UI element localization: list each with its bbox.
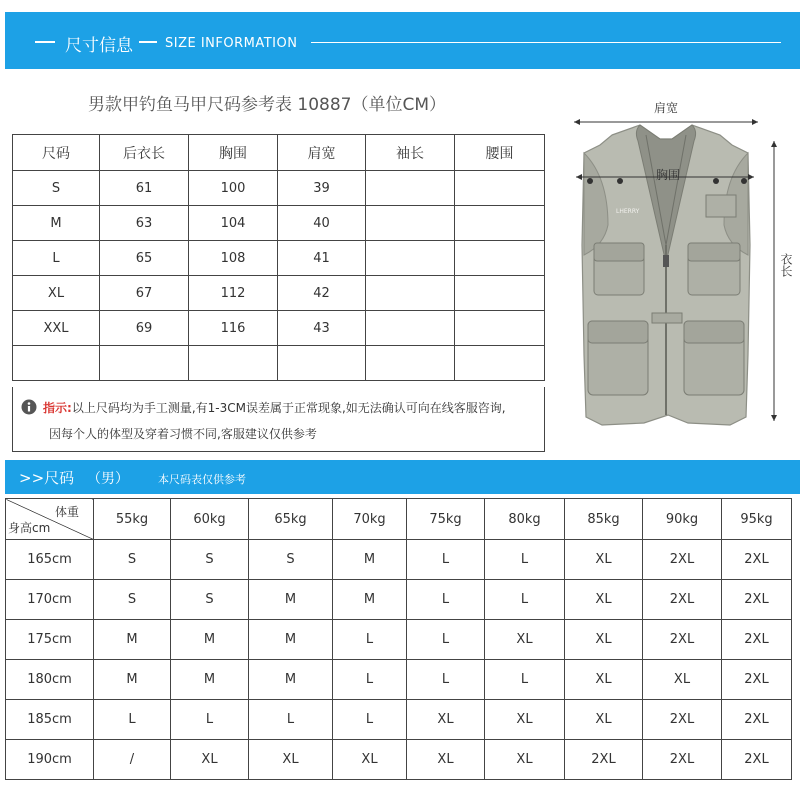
height-cell: 165cm bbox=[6, 540, 94, 580]
fit-size-cell: XL bbox=[565, 580, 643, 620]
info-icon bbox=[21, 399, 37, 415]
size-cell: 40 bbox=[278, 206, 366, 241]
vest-brand-label: LHERRY bbox=[616, 208, 640, 215]
fit-size-cell: 2XL bbox=[722, 700, 792, 740]
fit-row bbox=[6, 740, 792, 780]
size-cell: XL bbox=[13, 276, 100, 311]
fit-size-cell: XL bbox=[565, 540, 643, 580]
size-cell bbox=[366, 171, 455, 206]
banner-title-en: SIZE INFORMATION bbox=[165, 36, 298, 51]
fit-size-cell: 2XL bbox=[722, 540, 792, 580]
weight-header-cell: 85kg bbox=[565, 499, 643, 540]
fit-size-cell: XL bbox=[171, 740, 249, 780]
fit-size-cell: M bbox=[171, 620, 249, 660]
size-cell bbox=[189, 346, 278, 381]
weight-header-cell: 95kg bbox=[722, 499, 792, 540]
weight-header-cell: 65kg bbox=[249, 499, 333, 540]
shoulder-width-label: 肩宽 bbox=[653, 101, 679, 115]
fit-size-cell: L bbox=[485, 580, 565, 620]
fit-size-cell: L bbox=[333, 700, 407, 740]
weight-header-cell: 70kg bbox=[333, 499, 407, 540]
fit-size-cell: M bbox=[333, 580, 407, 620]
note-line-1 bbox=[43, 399, 506, 416]
size-measurement-table bbox=[12, 134, 545, 381]
banner-dash-right bbox=[139, 41, 157, 43]
weight-header-cell: 90kg bbox=[643, 499, 722, 540]
size-cell: 67 bbox=[100, 276, 189, 311]
size-cell bbox=[366, 346, 455, 381]
fit-size-cell: XL bbox=[407, 740, 485, 780]
fit-size-cell: S bbox=[171, 540, 249, 580]
size-cell: S bbox=[13, 171, 100, 206]
size-header-row bbox=[13, 135, 545, 171]
fit-size-cell: 2XL bbox=[643, 620, 722, 660]
size-chart-title: 男款甲钓鱼马甲尺码参考表 10887（单位CM） bbox=[88, 95, 447, 115]
fit-size-cell: XL bbox=[249, 740, 333, 780]
size-cell bbox=[366, 311, 455, 346]
height-cell: 190cm bbox=[6, 740, 94, 780]
size-cell: M bbox=[13, 206, 100, 241]
fit-size-cell: M bbox=[249, 580, 333, 620]
size-header-cell: 后衣长 bbox=[100, 135, 189, 171]
fit-row bbox=[6, 620, 792, 660]
fit-size-cell: L bbox=[407, 620, 485, 660]
fit-banner-subtitle: 本尺码表仅供参考 bbox=[158, 473, 246, 486]
fit-row bbox=[6, 580, 792, 620]
fit-size-cell: L bbox=[249, 700, 333, 740]
size-cell: 116 bbox=[189, 311, 278, 346]
height-cell: 170cm bbox=[6, 580, 94, 620]
fit-size-cell: L bbox=[94, 700, 171, 740]
fit-size-cell: 2XL bbox=[722, 620, 792, 660]
shoulder-width-arrow bbox=[574, 119, 758, 125]
size-cell: 104 bbox=[189, 206, 278, 241]
fit-size-cell: M bbox=[94, 620, 171, 660]
corner-cell bbox=[6, 499, 94, 540]
fit-size-cell: 2XL bbox=[643, 540, 722, 580]
size-row bbox=[13, 206, 545, 241]
fit-size-cell: L bbox=[485, 540, 565, 580]
size-cell bbox=[100, 346, 189, 381]
fit-size-cell: 2XL bbox=[643, 580, 722, 620]
size-header-cell: 袖长 bbox=[366, 135, 455, 171]
fit-row bbox=[6, 660, 792, 700]
size-cell bbox=[455, 311, 545, 346]
size-cell bbox=[455, 346, 545, 381]
fit-row bbox=[6, 540, 792, 580]
size-cell: 100 bbox=[189, 171, 278, 206]
weight-header-cell: 80kg bbox=[485, 499, 565, 540]
fit-size-cell: L bbox=[333, 620, 407, 660]
height-cell: 175cm bbox=[6, 620, 94, 660]
size-cell: 63 bbox=[100, 206, 189, 241]
banner-dash-left bbox=[35, 41, 55, 43]
size-row bbox=[13, 171, 545, 206]
fit-size-cell: L bbox=[407, 580, 485, 620]
banner-rule bbox=[311, 42, 781, 43]
fit-size-cell: / bbox=[94, 740, 171, 780]
fit-size-cell: L bbox=[407, 540, 485, 580]
fit-size-cell: XL bbox=[407, 700, 485, 740]
note-label: 指示: bbox=[43, 401, 72, 415]
fit-size-cell: XL bbox=[333, 740, 407, 780]
fit-size-cell: S bbox=[94, 580, 171, 620]
size-cell: 65 bbox=[100, 241, 189, 276]
fit-size-cell: 2XL bbox=[722, 660, 792, 700]
fit-size-cell: S bbox=[171, 580, 249, 620]
fit-size-cell: 2XL bbox=[722, 740, 792, 780]
size-cell: 112 bbox=[189, 276, 278, 311]
fit-size-cell: XL bbox=[643, 660, 722, 700]
size-cell: 39 bbox=[278, 171, 366, 206]
fit-row bbox=[6, 700, 792, 740]
length-arrow bbox=[771, 141, 777, 421]
fit-size-cell: L bbox=[485, 660, 565, 700]
fit-size-cell: M bbox=[333, 540, 407, 580]
size-cell: 42 bbox=[278, 276, 366, 311]
size-header-cell: 尺码 bbox=[13, 135, 100, 171]
fit-banner-prefix: >>尺码 bbox=[19, 469, 75, 487]
banner-title-zh: 尺寸信息 bbox=[65, 36, 133, 56]
height-cell: 180cm bbox=[6, 660, 94, 700]
fit-size-cell: XL bbox=[565, 700, 643, 740]
note-line-2: 因每个人的体型及穿着习惯不同,客服建议仅供参考 bbox=[49, 427, 317, 441]
fit-size-cell: M bbox=[94, 660, 171, 700]
size-row bbox=[13, 276, 545, 311]
fit-size-cell: S bbox=[94, 540, 171, 580]
fit-size-cell: 2XL bbox=[565, 740, 643, 780]
fit-size-cell: XL bbox=[565, 660, 643, 700]
note-text-1: 以上尺码均为手工测量,有1-3CM误差属于正常现象,如无法确认可向在线客服咨询, bbox=[71, 401, 506, 415]
vest-illustration bbox=[568, 95, 798, 440]
fit-size-cell: 2XL bbox=[722, 580, 792, 620]
size-row bbox=[13, 311, 545, 346]
fit-size-cell: S bbox=[249, 540, 333, 580]
size-cell bbox=[455, 171, 545, 206]
measurement-note bbox=[12, 387, 545, 452]
size-cell bbox=[366, 276, 455, 311]
fit-guide-banner bbox=[5, 460, 800, 494]
weight-header-cell: 75kg bbox=[407, 499, 485, 540]
fit-size-cell: L bbox=[333, 660, 407, 700]
size-cell: 69 bbox=[100, 311, 189, 346]
height-cell: 185cm bbox=[6, 700, 94, 740]
fit-banner-gender: （男） bbox=[87, 471, 129, 487]
size-cell: 43 bbox=[278, 311, 366, 346]
length-label: 衣长 bbox=[779, 253, 793, 277]
fit-size-cell: 2XL bbox=[643, 740, 722, 780]
size-cell bbox=[455, 276, 545, 311]
size-row bbox=[13, 241, 545, 276]
corner-height-label: 身高cm bbox=[8, 521, 51, 535]
fit-size-cell: XL bbox=[485, 740, 565, 780]
fit-size-cell: XL bbox=[485, 700, 565, 740]
size-header-cell: 肩宽 bbox=[278, 135, 366, 171]
weight-header-cell: 55kg bbox=[94, 499, 171, 540]
fit-size-cell: M bbox=[249, 660, 333, 700]
fit-size-cell: L bbox=[171, 700, 249, 740]
weight-header-cell: 60kg bbox=[171, 499, 249, 540]
size-info-banner bbox=[5, 12, 800, 69]
fit-size-cell: 2XL bbox=[643, 700, 722, 740]
fit-size-cell: XL bbox=[485, 620, 565, 660]
fit-size-cell: L bbox=[407, 660, 485, 700]
fit-size-cell: XL bbox=[565, 620, 643, 660]
fit-size-cell: M bbox=[171, 660, 249, 700]
fit-size-cell: M bbox=[249, 620, 333, 660]
size-cell bbox=[455, 241, 545, 276]
corner-weight-label: 体重 bbox=[54, 505, 79, 519]
size-cell bbox=[366, 206, 455, 241]
size-header-cell: 腰围 bbox=[455, 135, 545, 171]
size-row bbox=[13, 346, 545, 381]
size-header-cell: 胸围 bbox=[189, 135, 278, 171]
size-cell bbox=[366, 241, 455, 276]
size-cell: 41 bbox=[278, 241, 366, 276]
size-cell bbox=[13, 346, 100, 381]
size-cell: 108 bbox=[189, 241, 278, 276]
size-cell: XXL bbox=[13, 311, 100, 346]
fit-guide-table bbox=[5, 498, 792, 780]
size-cell bbox=[455, 206, 545, 241]
chest-label: 胸围 bbox=[655, 168, 681, 182]
size-cell bbox=[278, 346, 366, 381]
size-cell: 61 bbox=[100, 171, 189, 206]
size-cell: L bbox=[13, 241, 100, 276]
fit-header-row bbox=[6, 499, 792, 540]
